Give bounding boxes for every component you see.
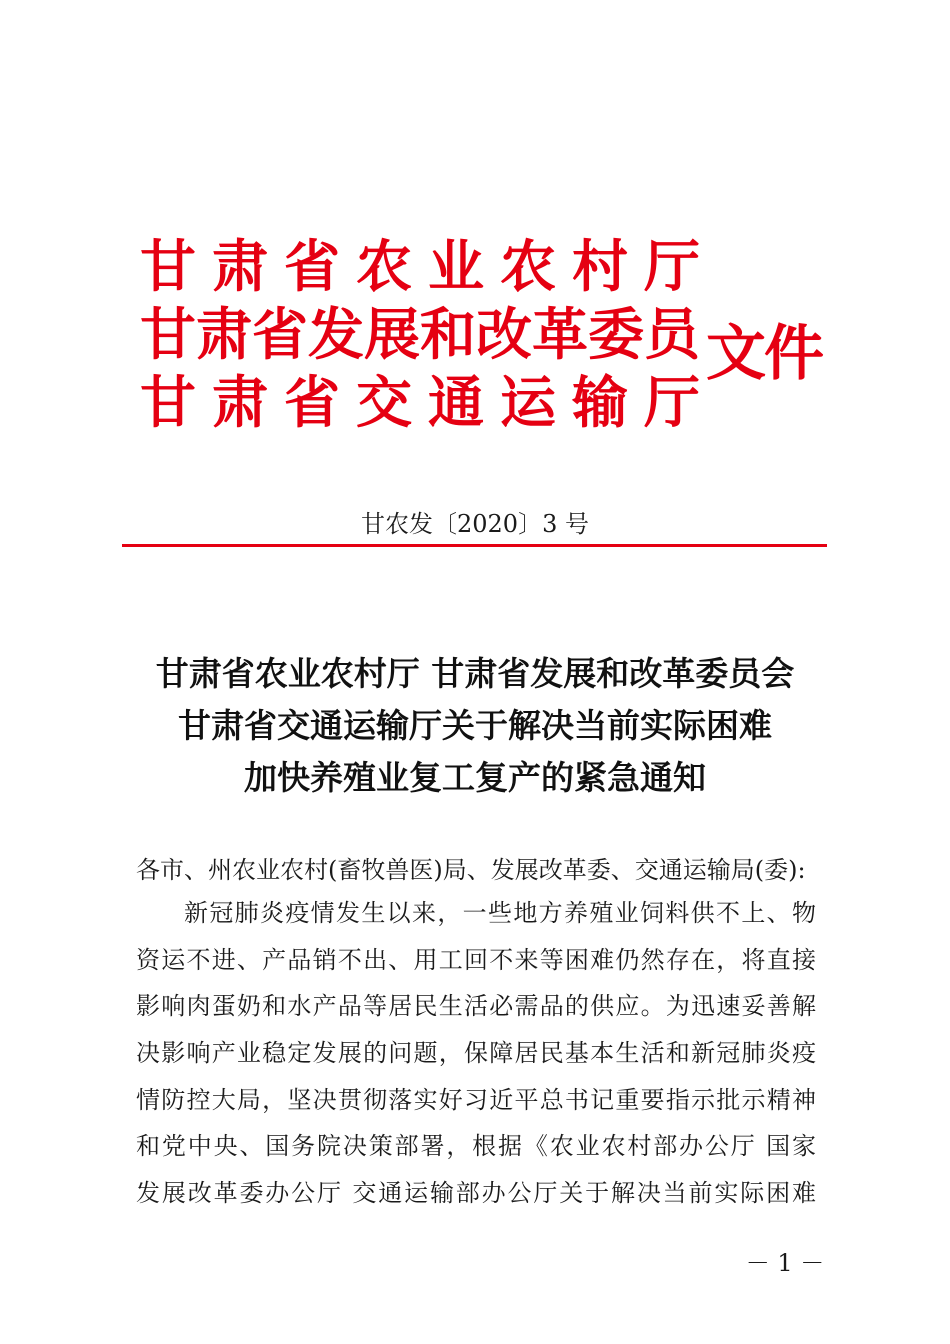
issuer-char: 展 (364, 304, 420, 366)
body-line: 情防控大局，坚决贯彻落实好习近平总书记重要指示批示精神 (136, 1085, 816, 1114)
title-line: 甘肃省农业农村厅 甘肃省发展和改革委员会 (155, 654, 795, 693)
document-number: 甘农发〔2020〕3 号 (361, 510, 589, 538)
title-line: 加快养殖业复工复产的紧急通知 (244, 758, 706, 797)
document-suffix: 文件 (706, 319, 822, 389)
issuer-char: 肃 (196, 304, 252, 366)
issuer-char: 省 (284, 236, 340, 298)
issuer-char: 通 (428, 372, 484, 434)
body-text (136, 895, 816, 1222)
body-line: 资运不进、产品销不出、用工回不来等困难仍然存在，将直接 (136, 945, 816, 974)
issuer-char: 省 (284, 372, 340, 434)
issuer-char: 厅 (644, 236, 700, 298)
issuer-char: 甘 (140, 236, 196, 298)
document-title (100, 648, 850, 804)
issuer-char: 肃 (212, 372, 268, 434)
issuer-char: 输 (572, 372, 628, 434)
issuer-agriculture (140, 236, 700, 298)
issuer-char: 改 (476, 304, 532, 366)
issuer-char: 委 (588, 304, 644, 366)
issuer-char: 肃 (212, 236, 268, 298)
issuer-char: 员 (644, 304, 700, 366)
issuer-development-reform (140, 304, 700, 366)
issuer-char: 运 (500, 372, 556, 434)
issuer-char: 村 (572, 236, 628, 298)
addressee-line: 各市、州农业农村(畜牧兽医)局、发展改革委、交通运输局(委): (136, 856, 806, 884)
issuer-char: 和 (420, 304, 476, 366)
red-separator-line (122, 544, 827, 547)
title-line: 甘肃省交通运输厅关于解决当前实际困难 (178, 706, 772, 745)
body-line: 决影响产业稳定发展的问题，保障居民基本生活和新冠肺炎疫 (136, 1039, 816, 1068)
issuer-char: 农 (500, 236, 556, 298)
issuer-block (140, 236, 840, 436)
issuer-char: 交 (356, 372, 412, 434)
issuer-char: 农 (356, 236, 412, 298)
body-line: 发展改革委办公厅 交通运输部办公厅关于解决当前实际困难 (136, 1179, 816, 1208)
issuer-transport (140, 372, 700, 434)
body-line: 新冠肺炎疫情发生以来，一些地方养殖业饲料供不上、物 (184, 899, 816, 927)
issuer-char: 甘 (140, 372, 196, 434)
body-line: 和党中央、国务院决策部署，根据《农业农村部办公厅 国家 (136, 1132, 816, 1161)
issuer-char: 甘 (140, 304, 196, 366)
body-line: 影响肉蛋奶和水产品等居民生活必需品的供应。为迅速妥善解 (136, 992, 816, 1021)
issuer-char: 业 (428, 236, 484, 298)
page-number: － 1 － (745, 1249, 825, 1277)
issuer-char: 革 (532, 304, 588, 366)
issuer-char: 发 (308, 304, 364, 366)
issuer-char: 省 (252, 304, 308, 366)
issuer-char: 厅 (644, 372, 700, 434)
